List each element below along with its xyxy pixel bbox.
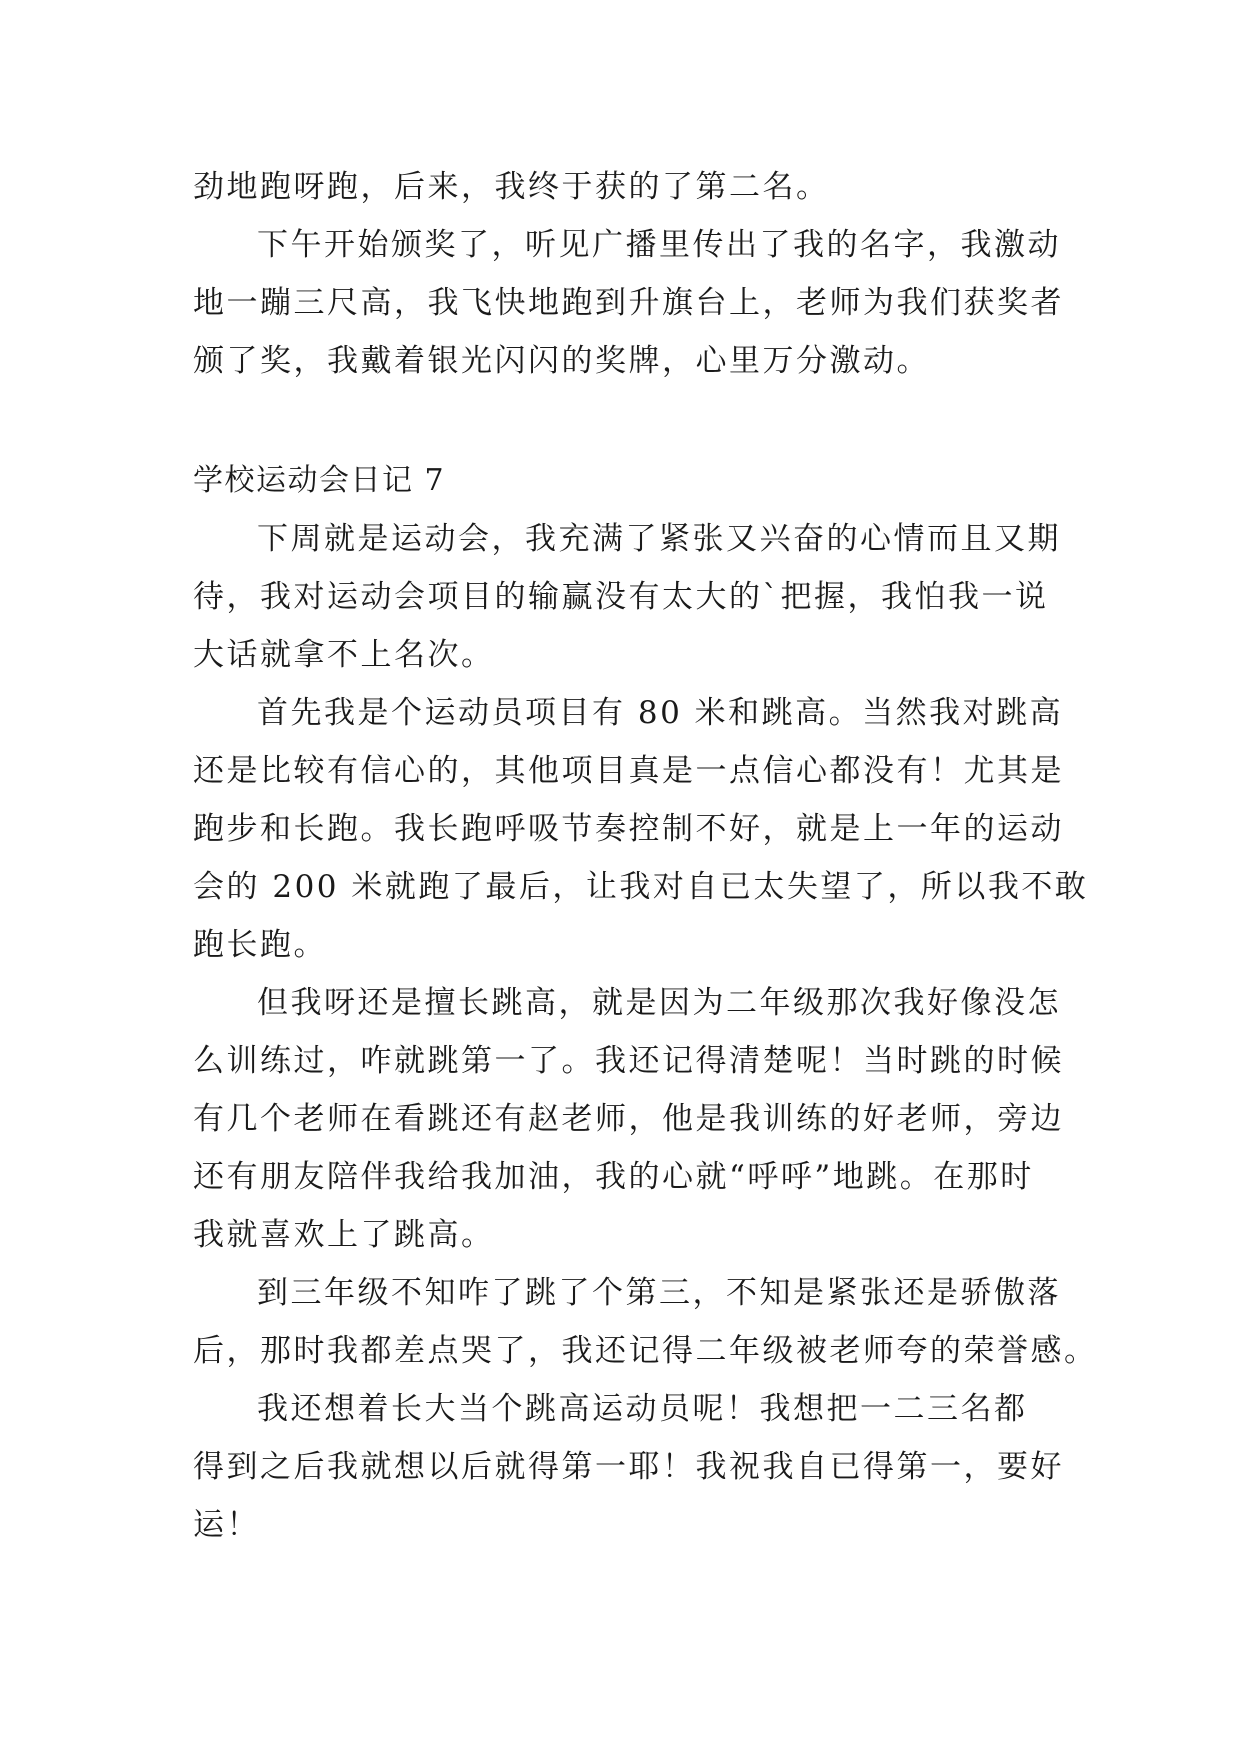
paragraph bbox=[193, 684, 1089, 974]
text-line: 后，那时我都差点哭了，我还记得二年级被老师夸的荣誉感。 bbox=[193, 1333, 1098, 1369]
text-line: 会的 200 米就跑了最后，让我对自已太失望了，所以我不敢 bbox=[193, 869, 1089, 905]
text-line: 待，我对运动会项目的输赢没有太大的`把握，我怕我一说 bbox=[193, 579, 1049, 615]
text-line: 还有朋友陪伴我给我加油，我的心就“呼呼”地跳。在那时 bbox=[193, 1159, 1034, 1195]
paragraph bbox=[193, 510, 1061, 684]
paragraph bbox=[193, 1264, 1098, 1380]
text-line: 跑长跑。 bbox=[193, 927, 327, 963]
document-page bbox=[193, 158, 1098, 1554]
paragraph bbox=[193, 158, 1053, 216]
text-line: 得到之后我就想以后就得第一耶！我祝我自已得第一，要好 bbox=[193, 1449, 1064, 1485]
text-line: 首先我是个运动员项目有 80 米和跳高。当然我对跳高 bbox=[257, 695, 1064, 731]
section-heading: 学校运动会日记 7 bbox=[193, 463, 446, 498]
text-line: 下周就是运动会，我充满了紧张又兴奋的心情而且又期 bbox=[257, 521, 1061, 557]
text-line: 颁了奖，我戴着银光闪闪的奖牌，心里万分激动。 bbox=[193, 343, 930, 379]
text-line: 还是比较有信心的，其他项目真是一点信心都没有！尤其是 bbox=[193, 753, 1064, 789]
paragraph bbox=[193, 1380, 1064, 1554]
text-line: 我还想着长大当个跳高运动员呢！我想把一二三名都 bbox=[257, 1391, 1028, 1427]
text-line: 大话就拿不上名次。 bbox=[193, 637, 495, 673]
text-line: 下午开始颁奖了，听见广播里传出了我的名字，我激动 bbox=[257, 227, 1061, 263]
paragraph bbox=[193, 216, 1064, 390]
text-line: 有几个老师在看跳还有赵老师，他是我训练的好老师，旁边 bbox=[193, 1101, 1064, 1137]
text-line: 我就喜欢上了跳高。 bbox=[193, 1217, 495, 1253]
text-line: 跑步和长跑。我长跑呼吸节奏控制不好，就是上一年的运动 bbox=[193, 811, 1064, 847]
text-line: 但我呀还是擅长跳高，就是因为二年级那次我好像没怎 bbox=[257, 985, 1061, 1021]
text-line: 运！ bbox=[193, 1507, 260, 1543]
paragraph bbox=[193, 974, 1064, 1264]
text-line: 么训练过，咋就跳第一了。我还记得清楚呢！当时跳的时候 bbox=[193, 1043, 1064, 1079]
text-line: 地一蹦三尺高，我飞快地跑到升旗台上，老师为我们获奖者 bbox=[193, 285, 1064, 321]
text-line: 到三年级不知咋了跳了个第三，不知是紧张还是骄傲落 bbox=[257, 1275, 1061, 1311]
text-line: 劲地跑呀跑，后来，我终于获的了第二名。 bbox=[193, 169, 830, 205]
